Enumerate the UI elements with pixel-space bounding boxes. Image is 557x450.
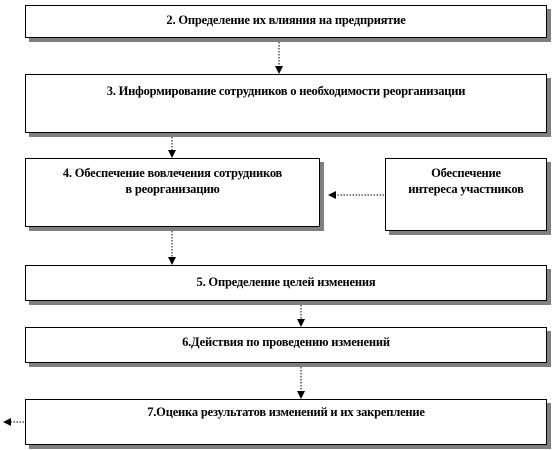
step-6-box [25,327,547,363]
participant-interest-box [385,158,547,231]
participant-interest-label-line2: интереса участников [408,182,524,196]
step-3-box [25,74,547,133]
participant-interest-label-line1: Обеспечение [431,166,501,180]
step-4-label-line1: 4. Обеспечение вовлечения сотрудников [62,166,283,180]
step-6-label: 6.Действия по проведению изменений [182,335,390,349]
step-4-label-line2: в реорганизацию [125,182,220,196]
step-2-label: 2. Определение их влияния на предприятие [166,13,406,27]
step-4-box [25,158,320,227]
step-5-label: 5. Определение целей изменения [196,275,376,289]
step-3-label: 3. Информирование сотрудников о необходимости реорганизации [106,84,466,98]
step-7-label: 7.Оценка результатов изменений и их закрепление [147,405,425,419]
step-2-box [25,5,547,38]
step-7-box [25,399,547,445]
step-5-box [25,265,547,301]
